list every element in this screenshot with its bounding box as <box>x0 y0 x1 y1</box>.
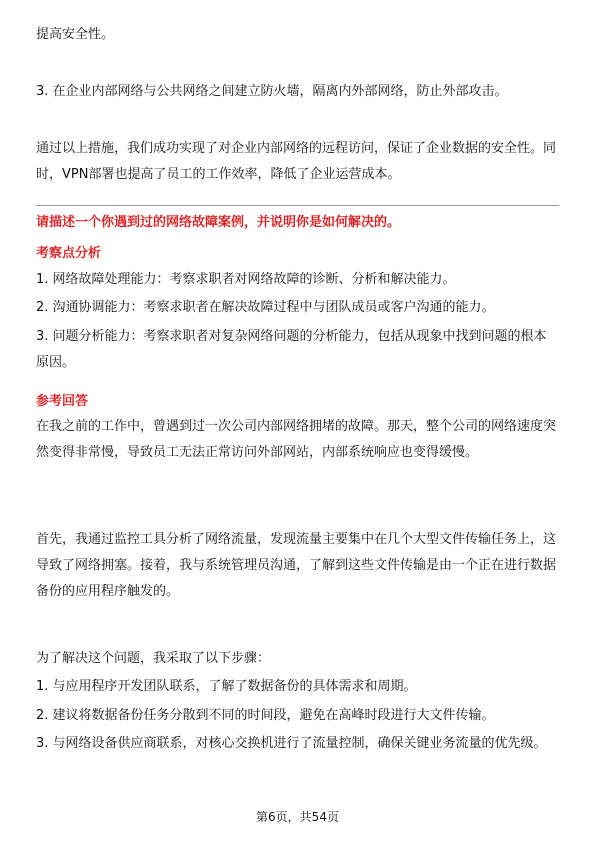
analysis-item-3: 3. 问题分析能力：考察求职者对复杂网络问题的分析能力，包括从现象中找到问题的根本原因。 <box>36 329 547 370</box>
list-item-firewall: 3. 在企业内部网络与公共网络之间建立防火墙，隔离内外部网络，防止外部攻击。 <box>36 84 508 99</box>
step-item-3: 3. 与网络设备供应商联系，对核心交换机进行了流量控制，确保关键业务流量的优先级。 <box>36 736 547 751</box>
analysis-item-2: 2. 沟通协调能力：考察求职者在解决故障过程中与团队成员或客户沟通的能力。 <box>36 300 495 315</box>
step-item-1: 1. 与应用程序开发团队联系，了解了数据备份的具体需求和周期。 <box>36 679 417 694</box>
conclusion-paragraph: 通过以上措施，我们成功实现了对企业内部网络的远程访问，保证了企业数据的安全性。同时，VPN部署也提高了员工的工作效率，降低了企业运营成本。 <box>36 141 557 182</box>
section-divider <box>36 205 559 206</box>
analysis-heading: 考察点分析 <box>36 246 102 261</box>
answer-heading: 参考回答 <box>36 394 89 409</box>
answer-paragraph-2: 首先，我通过监控工具分析了网络流量，发现流量主要集中在几个大型文件传输任务上，这导致了网络拥塞。接着，我与系统管理员沟通，了解到这些文件传输是由一个正在进行数据备份的应用程序触发的。 <box>36 532 557 599</box>
body-text-line: 提高安全性。 <box>36 27 115 42</box>
analysis-item-1: 1. 网络故障处理能力：考察求职者对网络故障的诊断、分析和解决能力。 <box>36 272 456 287</box>
step-item-2: 2. 建议将数据备份任务分散到不同的时间段，避免在高峰时段进行大文件传输。 <box>36 708 495 723</box>
answer-paragraph-1: 在我之前的工作中，曾遇到过一次公司内部网络拥堵的故障。那天，整个公司的网络速度突然变得非常慢，导致员工无法正常访问外部网站，内部系统响应也变得缓慢。 <box>36 419 557 460</box>
page-number-footer: 第6页，共54页 <box>256 810 339 824</box>
answer-paragraph-3: 为了解决这个问题，我采取了以下步骤： <box>36 651 271 666</box>
interview-question: 请描述一个你遇到过的网络故障案例，并说明你是如何解决的。 <box>36 215 401 230</box>
